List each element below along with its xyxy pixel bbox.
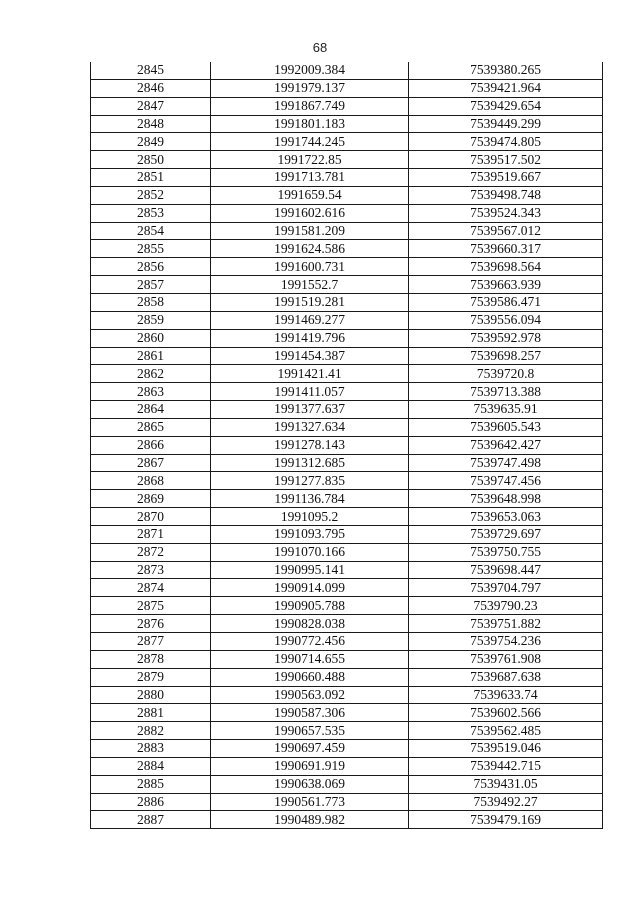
x-coordinate-cell: 1991469.277 xyxy=(211,311,409,329)
y-coordinate-cell: 7539519.667 xyxy=(409,169,603,187)
x-coordinate-cell: 1991312.685 xyxy=(211,454,409,472)
x-coordinate-cell: 1990691.919 xyxy=(211,757,409,775)
point-number-cell: 2870 xyxy=(91,508,211,526)
y-coordinate-cell: 7539429.654 xyxy=(409,97,603,115)
x-coordinate-cell: 1991454.387 xyxy=(211,347,409,365)
x-coordinate-cell: 1991801.183 xyxy=(211,115,409,133)
point-number-cell: 2887 xyxy=(91,811,211,829)
y-coordinate-cell: 7539562.485 xyxy=(409,722,603,740)
point-number-cell: 2884 xyxy=(91,757,211,775)
table-row xyxy=(91,383,603,401)
y-coordinate-cell: 7539720.8 xyxy=(409,365,603,383)
point-number-cell: 2874 xyxy=(91,579,211,597)
x-coordinate-cell: 1990697.459 xyxy=(211,740,409,758)
point-number-cell: 2860 xyxy=(91,329,211,347)
x-coordinate-cell: 1991327.634 xyxy=(211,418,409,436)
point-number-cell: 2847 xyxy=(91,97,211,115)
point-number-cell: 2845 xyxy=(91,62,211,79)
x-coordinate-cell: 1990563.092 xyxy=(211,686,409,704)
table-row xyxy=(91,365,603,383)
table-row xyxy=(91,347,603,365)
y-coordinate-cell: 7539421.964 xyxy=(409,79,603,97)
y-coordinate-cell: 7539592.978 xyxy=(409,329,603,347)
point-number-cell: 2886 xyxy=(91,793,211,811)
x-coordinate-cell: 1990714.655 xyxy=(211,650,409,668)
y-coordinate-cell: 7539653.063 xyxy=(409,508,603,526)
y-coordinate-cell: 7539586.471 xyxy=(409,293,603,311)
table-row xyxy=(91,133,603,151)
point-number-cell: 2858 xyxy=(91,293,211,311)
table-row xyxy=(91,62,603,79)
point-number-cell: 2872 xyxy=(91,543,211,561)
y-coordinate-cell: 7539602.566 xyxy=(409,704,603,722)
point-number-cell: 2864 xyxy=(91,401,211,419)
x-coordinate-cell: 1990561.773 xyxy=(211,793,409,811)
x-coordinate-cell: 1991624.586 xyxy=(211,240,409,258)
y-coordinate-cell: 7539556.094 xyxy=(409,311,603,329)
y-coordinate-cell: 7539567.012 xyxy=(409,222,603,240)
table-row xyxy=(91,115,603,133)
point-number-cell: 2849 xyxy=(91,133,211,151)
point-number-cell: 2879 xyxy=(91,668,211,686)
point-number-cell: 2852 xyxy=(91,186,211,204)
point-number-cell: 2857 xyxy=(91,276,211,294)
x-coordinate-cell: 1990772.456 xyxy=(211,633,409,651)
x-coordinate-cell: 1990660.488 xyxy=(211,668,409,686)
y-coordinate-cell: 7539713.388 xyxy=(409,383,603,401)
table-row xyxy=(91,186,603,204)
y-coordinate-cell: 7539663.939 xyxy=(409,276,603,294)
x-coordinate-cell: 1991722.85 xyxy=(211,151,409,169)
point-number-cell: 2848 xyxy=(91,115,211,133)
x-coordinate-cell: 1991278.143 xyxy=(211,436,409,454)
point-number-cell: 2850 xyxy=(91,151,211,169)
table-row xyxy=(91,561,603,579)
y-coordinate-cell: 7539380.265 xyxy=(409,62,603,79)
point-number-cell: 2851 xyxy=(91,169,211,187)
table-row xyxy=(91,668,603,686)
table-row xyxy=(91,97,603,115)
y-coordinate-cell: 7539729.697 xyxy=(409,525,603,543)
point-number-cell: 2880 xyxy=(91,686,211,704)
x-coordinate-cell: 1991602.616 xyxy=(211,204,409,222)
x-coordinate-cell: 1991867.749 xyxy=(211,97,409,115)
y-coordinate-cell: 7539761.908 xyxy=(409,650,603,668)
coordinates-table-body xyxy=(91,62,603,829)
x-coordinate-cell: 1990489.982 xyxy=(211,811,409,829)
y-coordinate-cell: 7539492.27 xyxy=(409,793,603,811)
table-row xyxy=(91,79,603,97)
y-coordinate-cell: 7539790.23 xyxy=(409,597,603,615)
table-row xyxy=(91,775,603,793)
point-number-cell: 2867 xyxy=(91,454,211,472)
x-coordinate-cell: 1990638.069 xyxy=(211,775,409,793)
table-row xyxy=(91,543,603,561)
y-coordinate-cell: 7539648.998 xyxy=(409,490,603,508)
x-coordinate-cell: 1992009.384 xyxy=(211,62,409,79)
point-number-cell: 2875 xyxy=(91,597,211,615)
table-row xyxy=(91,418,603,436)
x-coordinate-cell: 1991421.41 xyxy=(211,365,409,383)
point-number-cell: 2871 xyxy=(91,525,211,543)
x-coordinate-cell: 1991519.281 xyxy=(211,293,409,311)
x-coordinate-cell: 1991419.796 xyxy=(211,329,409,347)
point-number-cell: 2859 xyxy=(91,311,211,329)
table-row xyxy=(91,757,603,775)
y-coordinate-cell: 7539633.74 xyxy=(409,686,603,704)
table-row xyxy=(91,329,603,347)
table-row xyxy=(91,436,603,454)
y-coordinate-cell: 7539747.456 xyxy=(409,472,603,490)
table-row xyxy=(91,686,603,704)
point-number-cell: 2876 xyxy=(91,615,211,633)
y-coordinate-cell: 7539642.427 xyxy=(409,436,603,454)
y-coordinate-cell: 7539687.638 xyxy=(409,668,603,686)
y-coordinate-cell: 7539751.882 xyxy=(409,615,603,633)
point-number-cell: 2862 xyxy=(91,365,211,383)
x-coordinate-cell: 1991093.795 xyxy=(211,525,409,543)
y-coordinate-cell: 7539747.498 xyxy=(409,454,603,472)
table-row xyxy=(91,240,603,258)
y-coordinate-cell: 7539704.797 xyxy=(409,579,603,597)
point-number-cell: 2873 xyxy=(91,561,211,579)
x-coordinate-cell: 1991552.7 xyxy=(211,276,409,294)
table-row xyxy=(91,704,603,722)
y-coordinate-cell: 7539754.236 xyxy=(409,633,603,651)
table-row xyxy=(91,222,603,240)
table-row xyxy=(91,151,603,169)
point-number-cell: 2853 xyxy=(91,204,211,222)
y-coordinate-cell: 7539750.755 xyxy=(409,543,603,561)
x-coordinate-cell: 1991070.166 xyxy=(211,543,409,561)
y-coordinate-cell: 7539517.502 xyxy=(409,151,603,169)
y-coordinate-cell: 7539698.564 xyxy=(409,258,603,276)
table-row xyxy=(91,633,603,651)
point-number-cell: 2882 xyxy=(91,722,211,740)
point-number-cell: 2861 xyxy=(91,347,211,365)
table-row xyxy=(91,490,603,508)
x-coordinate-cell: 1991411.057 xyxy=(211,383,409,401)
point-number-cell: 2878 xyxy=(91,650,211,668)
x-coordinate-cell: 1990914.099 xyxy=(211,579,409,597)
x-coordinate-cell: 1991979.137 xyxy=(211,79,409,97)
table-row xyxy=(91,258,603,276)
point-number-cell: 2863 xyxy=(91,383,211,401)
coordinates-table xyxy=(90,62,603,829)
point-number-cell: 2846 xyxy=(91,79,211,97)
table-row xyxy=(91,293,603,311)
x-coordinate-cell: 1991713.781 xyxy=(211,169,409,187)
table-row xyxy=(91,615,603,633)
point-number-cell: 2877 xyxy=(91,633,211,651)
x-coordinate-cell: 1990905.788 xyxy=(211,597,409,615)
table-row xyxy=(91,740,603,758)
y-coordinate-cell: 7539442.715 xyxy=(409,757,603,775)
y-coordinate-cell: 7539431.05 xyxy=(409,775,603,793)
table-row xyxy=(91,811,603,829)
y-coordinate-cell: 7539479.169 xyxy=(409,811,603,829)
point-number-cell: 2869 xyxy=(91,490,211,508)
x-coordinate-cell: 1991581.209 xyxy=(211,222,409,240)
point-number-cell: 2868 xyxy=(91,472,211,490)
y-coordinate-cell: 7539449.299 xyxy=(409,115,603,133)
point-number-cell: 2885 xyxy=(91,775,211,793)
table-row xyxy=(91,169,603,187)
point-number-cell: 2883 xyxy=(91,740,211,758)
page-number: 68 xyxy=(312,40,328,55)
table-row xyxy=(91,597,603,615)
point-number-cell: 2856 xyxy=(91,258,211,276)
y-coordinate-cell: 7539635.91 xyxy=(409,401,603,419)
point-number-cell: 2855 xyxy=(91,240,211,258)
y-coordinate-cell: 7539605.543 xyxy=(409,418,603,436)
y-coordinate-cell: 7539498.748 xyxy=(409,186,603,204)
x-coordinate-cell: 1991744.245 xyxy=(211,133,409,151)
x-coordinate-cell: 1991377.637 xyxy=(211,401,409,419)
x-coordinate-cell: 1990995.141 xyxy=(211,561,409,579)
x-coordinate-cell: 1991277.835 xyxy=(211,472,409,490)
table-row xyxy=(91,311,603,329)
table-row xyxy=(91,508,603,526)
y-coordinate-cell: 7539660.317 xyxy=(409,240,603,258)
x-coordinate-cell: 1990657.535 xyxy=(211,722,409,740)
x-coordinate-cell: 1990828.038 xyxy=(211,615,409,633)
table-row xyxy=(91,204,603,222)
x-coordinate-cell: 1991136.784 xyxy=(211,490,409,508)
table-row xyxy=(91,525,603,543)
table-row xyxy=(91,722,603,740)
table-row xyxy=(91,276,603,294)
y-coordinate-cell: 7539524.343 xyxy=(409,204,603,222)
point-number-cell: 2865 xyxy=(91,418,211,436)
y-coordinate-cell: 7539698.257 xyxy=(409,347,603,365)
y-coordinate-cell: 7539474.805 xyxy=(409,133,603,151)
table-row xyxy=(91,650,603,668)
point-number-cell: 2881 xyxy=(91,704,211,722)
table-row xyxy=(91,793,603,811)
x-coordinate-cell: 1991600.731 xyxy=(211,258,409,276)
x-coordinate-cell: 1991095.2 xyxy=(211,508,409,526)
table-row xyxy=(91,454,603,472)
y-coordinate-cell: 7539519.046 xyxy=(409,740,603,758)
x-coordinate-cell: 1991659.54 xyxy=(211,186,409,204)
x-coordinate-cell: 1990587.306 xyxy=(211,704,409,722)
point-number-cell: 2854 xyxy=(91,222,211,240)
table-row xyxy=(91,579,603,597)
point-number-cell: 2866 xyxy=(91,436,211,454)
table-row xyxy=(91,401,603,419)
y-coordinate-cell: 7539698.447 xyxy=(409,561,603,579)
table-row xyxy=(91,472,603,490)
